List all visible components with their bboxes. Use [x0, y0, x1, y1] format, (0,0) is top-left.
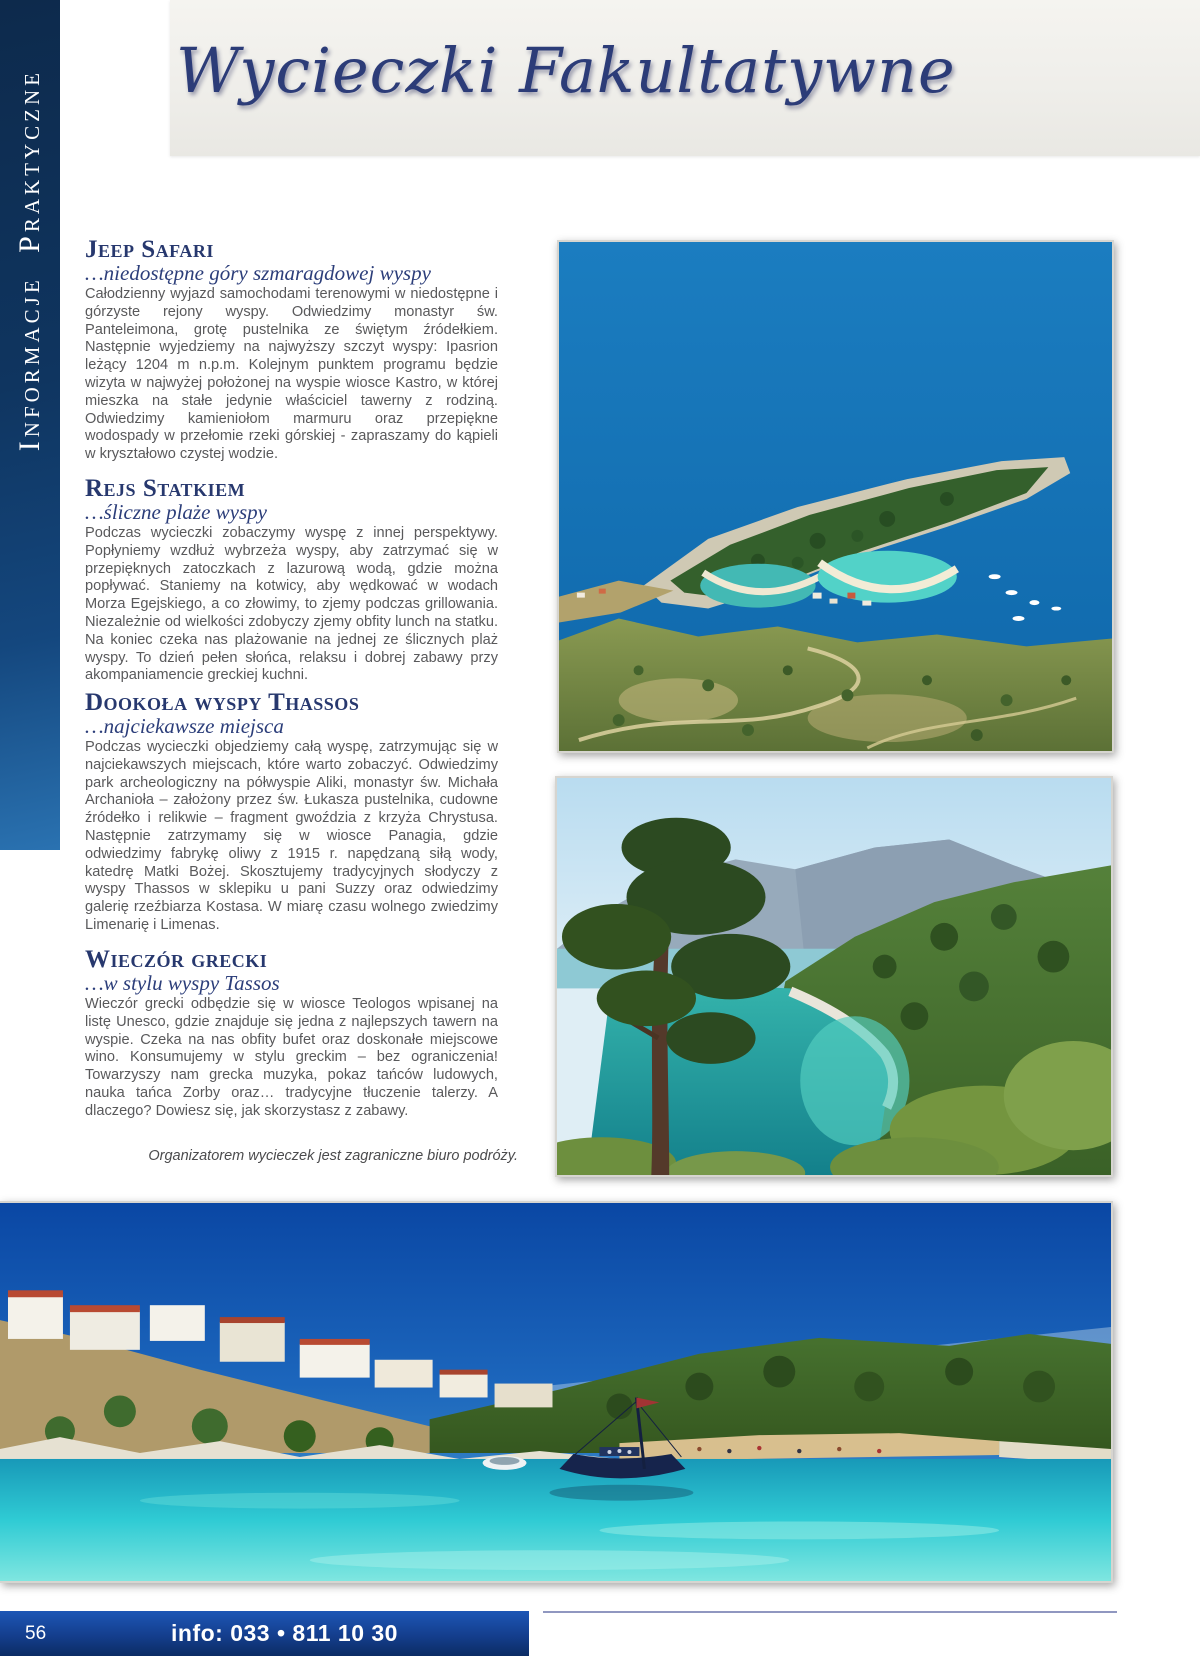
- sidebar-vertical-label: Informacje Praktyczne: [13, 68, 46, 452]
- section-heading: Jeep Safari: [85, 236, 214, 263]
- section-jeep-safari: [85, 238, 498, 464]
- section-body: Podczas wycieczki zobaczymy wyspę z innej perspektywy. Popłyniemy wzdłuż wybrzeża wyspy, aby zatrzymać się w przepięknych zatoczkach z lazurową wodą, gdzie można popływać. Staniemy na kotwicy, aby wędkować w wodach Morza Egejskiego, a co złowimy, to zjemy podczas grillowania. Niezależnie od wielkości zdobyczy zjemy obfity lunch na statku. Na koniec czeka nas plażowanie na jednej ze ślicznych plaż wyspy. To dzień pełen słońca, relaksu i dobrej zabawy przy akompaniamencie greckiej kuchni.: [85, 525, 498, 684]
- footer-info-phone: info: 033 • 811 10 30: [171, 1620, 398, 1646]
- section-subtitle: …w stylu wyspy Tassos: [85, 971, 280, 995]
- section-subtitle: …najciekawsze miejsca: [85, 714, 284, 738]
- section-heading: Wieczór grecki: [85, 946, 268, 973]
- section-body: Wieczór grecki odbędzie się w wiosce Teologos wpisanej na listę Unesco, gdzie znajduje się jedna z najlepszych tawern na wyspie. Czeka na nas obfity bufet oraz doskonałe miejscowe wino. Konsumujemy w stylu greckim – bez ograniczenia! Towarzyszy nam grecka muzyka, pokaz tańców ludowych, nauka tańca Zorby oraz… tradycyjne tłuczenie talerzy. A dlaczego? Dowiesz się, jak skorzystasz z zabawy.: [85, 996, 498, 1119]
- section-rejs-statkiem: [85, 477, 498, 685]
- section-subtitle: …niedostępne góry szmaragdowej wyspy: [85, 261, 431, 285]
- photo-bay-view: [555, 776, 1113, 1177]
- section-dookola-wyspy: [85, 691, 498, 935]
- section-subtitle: …śliczne plaże wyspy: [85, 500, 267, 524]
- section-body: Podczas wycieczki objedziemy całą wyspę, zatrzymując się w najciekawszych miejscach, które warto zobaczyć. Odwiedzimy park archeologiczny na półwyspie Aliki, monastyr św. Michała Archanioła – założony przez św. Łukasza pustelnika, cudowne źródełko i relikwie – fragment gwoździa z krzyża Chrystusa. Następnie zatrzymamy się w wiosce Panagia, gdzie odwiedzimy fabrykę oliwy z 1915 r. napędzaną siłą wody, katedrę Matki Bożej. Skosztujemy tradycyjnych słodyczy z wyspy Thassos w sklepiku u pani Suzzy oraz odwiedzimy galerię rzeźbiarza Kostasa. W miarę czasu wolnego zwiedzimy Limenarię i Limenas.: [85, 739, 498, 933]
- section-heading: Rejs Statkiem: [85, 475, 246, 502]
- bay-view-illustration: [557, 778, 1111, 1175]
- section-heading: Dookoła wyspy Thassos: [85, 689, 360, 716]
- page-title: Wycieczki Fakultatywne: [176, 34, 956, 107]
- panorama-illustration: [0, 1203, 1111, 1581]
- sidebar: [0, 0, 60, 850]
- aerial-island-illustration: [559, 242, 1112, 751]
- header-banner: [170, 0, 1200, 156]
- photo-panorama-boat: [0, 1201, 1113, 1583]
- photo-aerial-island: [557, 240, 1114, 753]
- section-wieczor-grecki: [85, 948, 498, 1121]
- footer-divider-line: [543, 1611, 1117, 1613]
- organizer-note: Organizatorem wycieczek jest zagraniczne biuro podróży.: [148, 1148, 518, 1164]
- page-number: 56: [25, 1622, 47, 1644]
- section-body: Całodzienny wyjazd samochodami terenowymi w niedostępne i górzyste rejony wyspy. Odwiedzimy monastyr św. Panteleimona, grotę pustelnika ze świętym źródełkiem. Następnie wyjedziemy na najwyższy szczyt wyspy: Ipasrion leżący 1204 m n.p.m. Kolejnym punktem programu będzie wizyta w najwyżej położonej na wyspie wiosce Kastro, w której mieszka na stałe jedynie właściciel tawerny z rodziną. Odwiedzimy kamieniołom marmuru oraz przepiękne wodospady w przełomie rzeki górskiej - zapraszamy do kąpieli w kryształowo czystej wodzie.: [85, 286, 498, 463]
- sidebar-label-wrap: [0, 20, 60, 500]
- footer-bar: [0, 1611, 529, 1656]
